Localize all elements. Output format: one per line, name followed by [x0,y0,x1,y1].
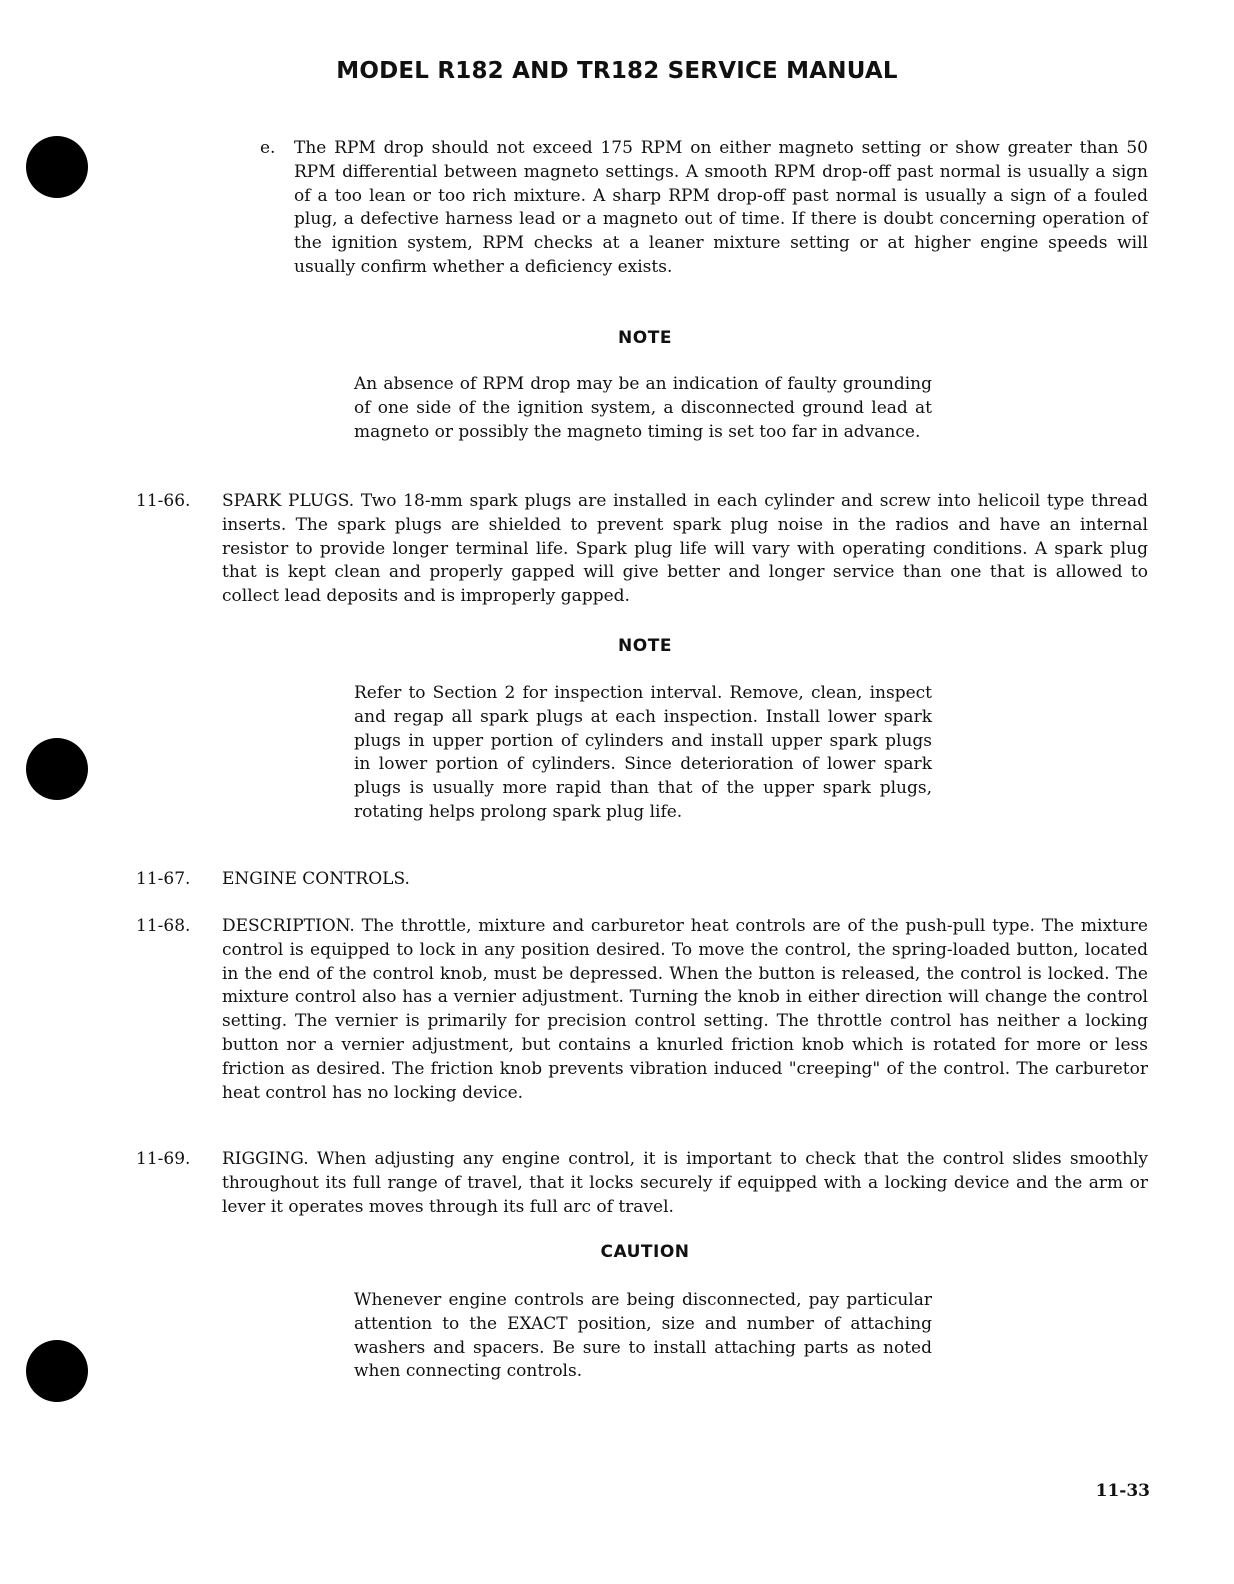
section-number-11-69: 11-69. [136,1149,191,1169]
section-text-engine-controls: ENGINE CONTROLS. [222,869,410,889]
section-number-11-67: 11-67. [136,869,191,889]
section-number-11-68: 11-68. [136,916,191,936]
note-heading-1: NOTE [618,328,672,348]
binder-hole-bottom [26,1340,88,1402]
page-title: MODEL R182 AND TR182 SERVICE MANUAL [336,58,898,84]
section-text-rigging: RIGGING. When adjusting any engine control, it is important to check that the control slides smoothly throughout its full range of travel, that it locks securely if equipped with a locking device and the arm or lever it operates moves through its full arc of travel. [222,1149,1148,1217]
step-e-letter: e. [260,138,276,158]
note-text-1: An absence of RPM drop may be an indication of faulty grounding of one side of the ignition system, a disconnected ground lead at magneto or possibly the magneto timing is set too far in advance. [354,374,932,442]
binder-hole-middle [26,738,88,800]
page-number: 11-33 [1095,1481,1150,1501]
section-text-description: DESCRIPTION. The throttle, mixture and carburetor heat controls are of the push-pull type. The mixture control is equipped to lock in any position desired. To move the control, the spring-loaded button, located in the end of the control knob, must be depressed. When the button is released, the control is locked. The mixture control also has a vernier adjustment. Turning the knob in either direction will change the control setting. The vernier is primarily for precision control setting. The throttle control has neither a locking button nor a vernier adjustment, but contains a knurled friction knob which is rotated for more or less friction as desired. The friction knob prevents vibration induced "creeping" of the control. The carburetor heat control has no locking device. [222,916,1148,1103]
section-number-11-66: 11-66. [136,491,191,511]
binder-hole-top [26,136,88,198]
caution-text: Whenever engine controls are being disconnected, pay particular attention to the EXACT position, size and number of attaching washers and spacers. Be sure to install attaching parts as noted when connecting controls. [354,1290,932,1382]
caution-heading: CAUTION [600,1242,690,1262]
note-text-2: Refer to Section 2 for inspection interval. Remove, clean, inspect and regap all spark plugs at each inspection. Install lower spark plugs in upper portion of cylinders and install upper spark plugs in lower portion of cylinders. Since deterioration of lower spark plugs is usually more rapid than that of the upper spark plugs, rotating helps prolong spark plug life. [354,683,932,822]
step-e-text: The RPM drop should not exceed 175 RPM on either magneto setting or show greater than 50 RPM differential between magneto settings. A smooth RPM drop-off past normal is usually a sign of a too lean or too rich mixture. A sharp RPM drop-off past normal is usually a sign of a fouled plug, a defective harness lead or a magneto out of time. If there is doubt concerning operation of the ignition system, RPM checks at a leaner mixture setting or at higher engine speeds will usually confirm whether a deficiency exists. [294,138,1148,277]
note-heading-2: NOTE [618,636,672,656]
section-text-spark-plugs: SPARK PLUGS. Two 18-mm spark plugs are installed in each cylinder and screw into helicoil type thread inserts. The spark plugs are shielded to prevent spark plug noise in the radios and have an internal resistor to provide longer terminal life. Spark plug life will vary with operating conditions. A spark plug that is kept clean and properly gapped will give better and longer service than one that is allowed to collect lead deposits and is improperly gapped. [222,491,1148,607]
